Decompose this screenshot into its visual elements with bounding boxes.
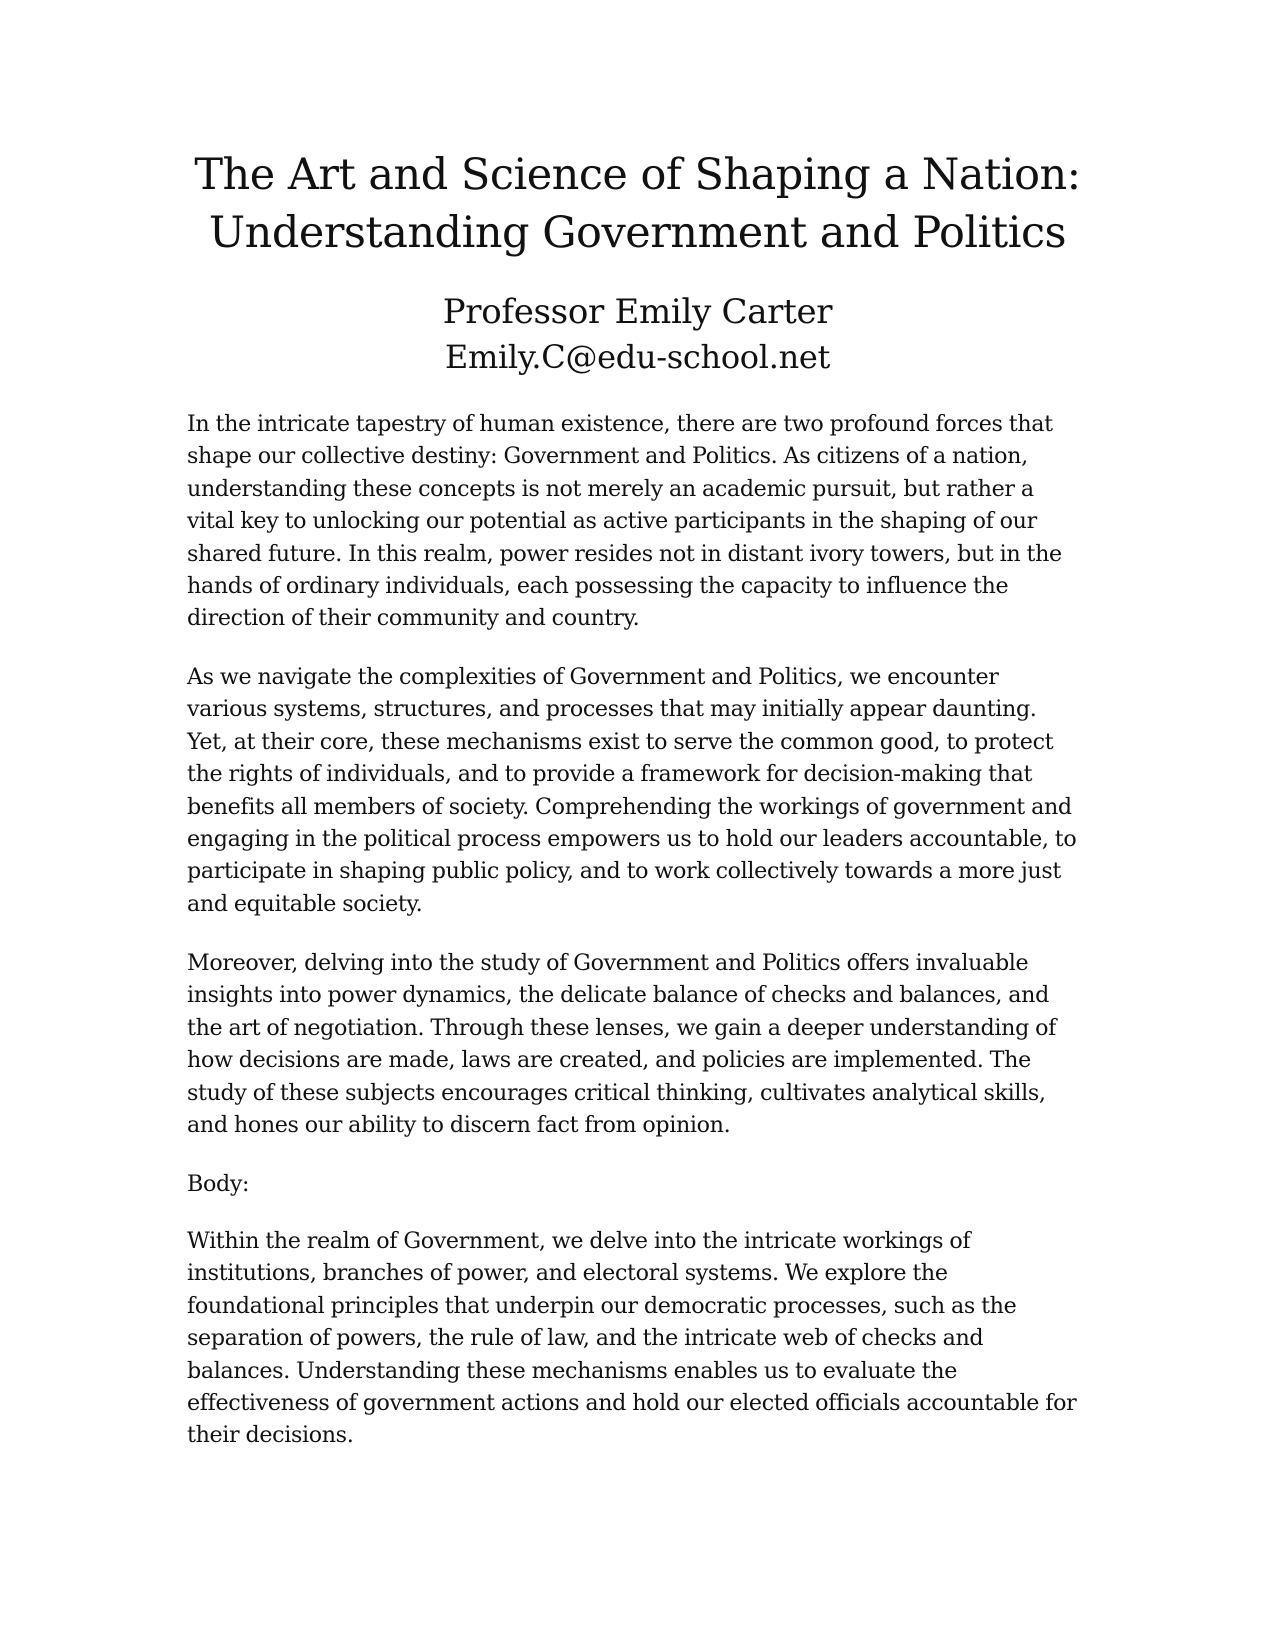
paragraph-line: participate in shaping public policy, and to work collectively towards a more just	[187, 858, 1061, 885]
paragraph-2	[187, 661, 1107, 920]
paragraph-line: foundational principles that underpin our democratic processes, such as the	[187, 1292, 1017, 1319]
paragraph-line: study of these subjects encourages critical thinking, cultivates analytical skills,	[187, 1079, 1046, 1106]
paragraph-line: Yet, at their core, these mechanisms exist to serve the common good, to protect	[187, 728, 1054, 755]
paragraph-line: and equitable society.	[187, 890, 423, 917]
paragraph-line: institutions, branches of power, and electoral systems. We explore the	[187, 1260, 948, 1287]
paragraph-line: vital key to unlocking our potential as active participants in the shaping of our	[187, 508, 1037, 535]
paragraph-line: Within the realm of Government, we delve into the intricate workings of	[187, 1228, 971, 1254]
paragraph-line: insights into power dynamics, the delicate balance of checks and balances, and	[187, 982, 1049, 1009]
paragraph-line: direction of their community and country.	[187, 605, 640, 632]
paragraph-line: separation of powers, the rule of law, and the intricate web of checks and	[187, 1325, 984, 1352]
paragraph-line: effectiveness of government actions and hold our elected officials accountable for	[187, 1390, 1077, 1417]
paragraph-line: the art of negotiation. Through these lenses, we gain a deeper understanding of	[187, 1014, 1057, 1041]
document-title-line-1: The Art and Science of Shaping a Nation:	[194, 150, 1081, 200]
paragraph-line: As we navigate the complexities of Government and Politics, we encounter	[187, 664, 999, 690]
paragraph-line: understanding these concepts is not merely an academic pursuit, but rather a	[187, 475, 1034, 502]
section-label-body	[187, 1168, 1107, 1200]
paragraph-1	[187, 408, 1107, 635]
paragraph-line: the rights of individuals, and to provide a framework for decision-making that	[187, 761, 1033, 788]
author-email: Emily.C@edu-school.net	[444, 338, 831, 376]
section-label-text: Body:	[187, 1171, 250, 1197]
document-title-line-2: Understanding Government and Politics	[208, 208, 1067, 258]
paragraph-line: how decisions are made, laws are created, and policies are implemented. The	[187, 1047, 1031, 1074]
paragraph-line: shape our collective destiny: Government and Politics. As citizens of a nation,	[187, 443, 1028, 470]
paragraph-line: balances. Understanding these mechanisms enables us to evaluate the	[187, 1357, 958, 1384]
paragraph-line: various systems, structures, and processes that may initially appear daunting.	[187, 696, 1037, 723]
author-name: Professor Emily Carter	[442, 292, 833, 332]
paragraph-3	[187, 947, 1107, 1141]
paragraph-line: shared future. In this realm, power resides not in distant ivory towers, but in the	[187, 540, 1062, 567]
paragraph-line: Moreover, delving into the study of Government and Politics offers invaluable	[187, 950, 1029, 976]
paragraph-line: their decisions.	[187, 1422, 354, 1449]
paragraph-line: and hones our ability to discern fact from opinion.	[187, 1112, 731, 1139]
paragraph-line: benefits all members of society. Comprehending the workings of government and	[187, 793, 1072, 820]
paragraph-line: In the intricate tapestry of human existence, there are two profound forces that	[187, 411, 1053, 437]
paragraph-line: engaging in the political process empowers us to hold our leaders accountable, to	[187, 826, 1077, 853]
paragraph-line: hands of ordinary individuals, each possessing the capacity to influence the	[187, 573, 1009, 600]
paragraph-5	[187, 1225, 1107, 1452]
